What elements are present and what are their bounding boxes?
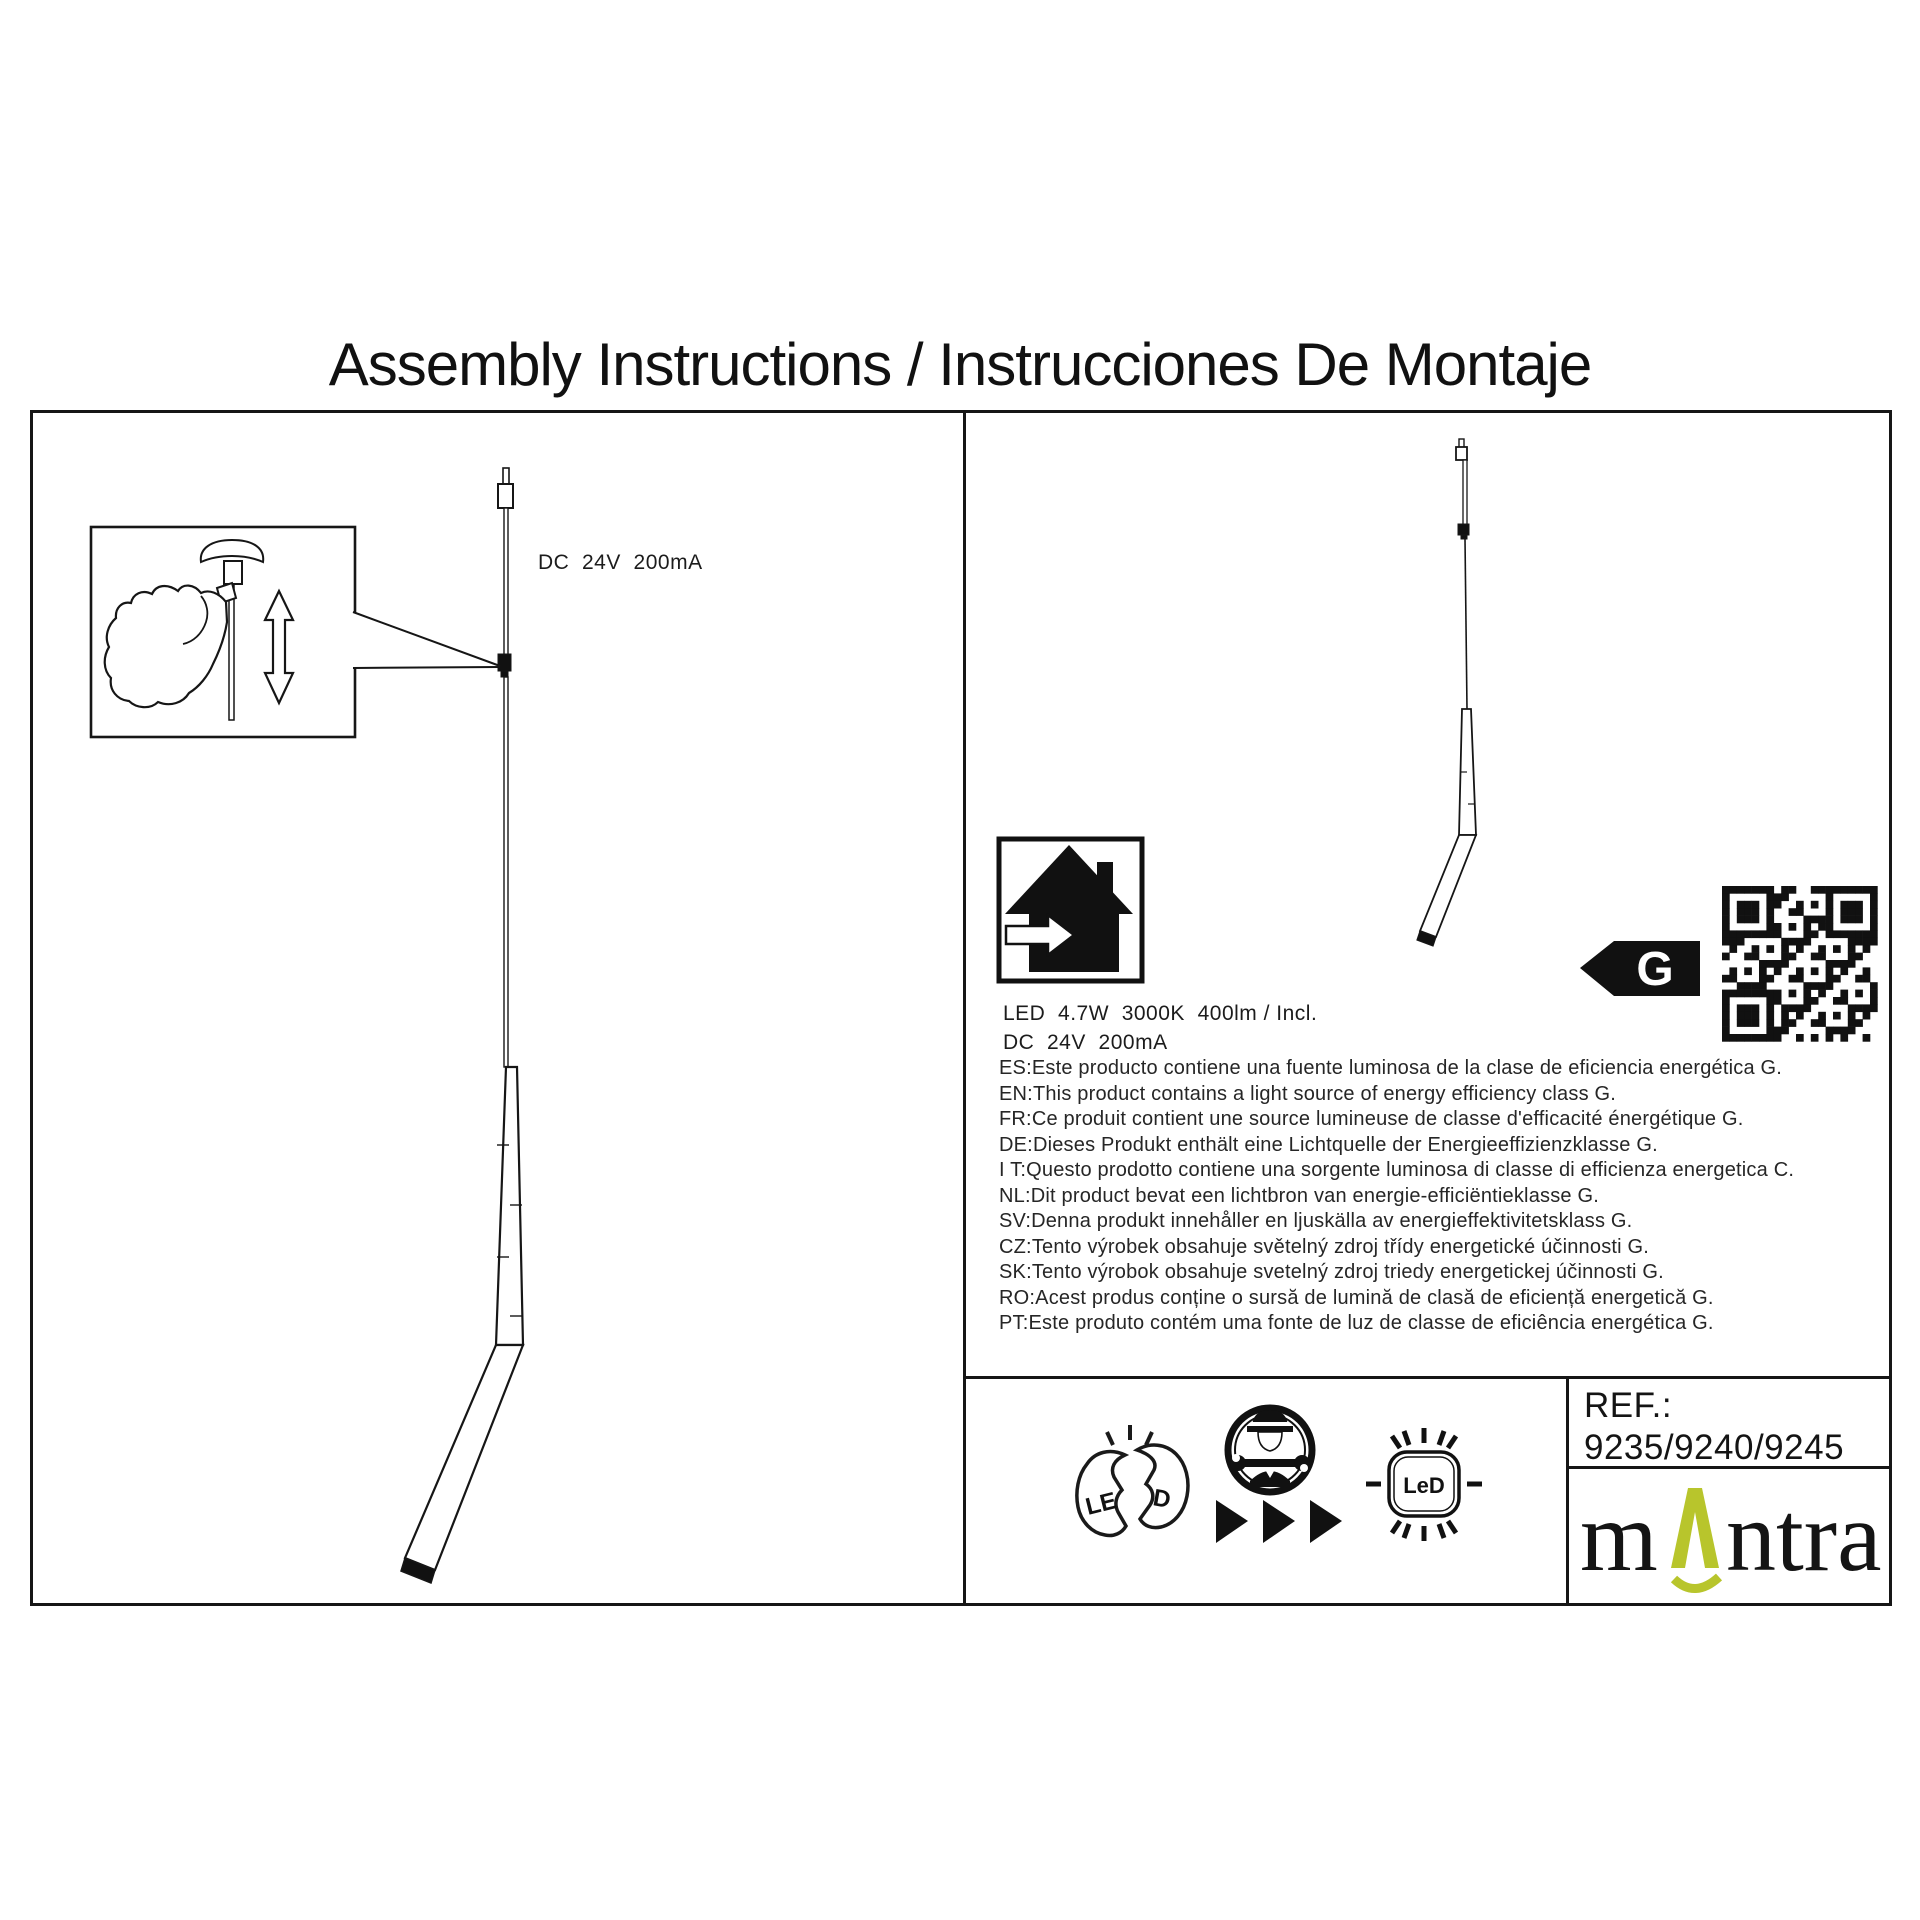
energy-class-letter: G: [1636, 943, 1674, 996]
left-lamp-diagram: [401, 468, 523, 1583]
efficiency-note-it: I T:Questo prodotto contiene una sorgente luminosa di classe di efficienza energetica C.: [999, 1159, 1795, 1181]
ref-numbers: 9235/9240/9245: [1584, 1428, 1845, 1467]
right-power-spec: DC 24V 200mA: [1003, 1031, 1168, 1054]
efficiency-note-es: ES:Este producto contiene una fuente luminosa de la clase de eficiencia energética G.: [999, 1057, 1783, 1079]
led-spec: LED 4.7W 3000K 400lm / Incl.: [1003, 1002, 1318, 1025]
led-light-icon: [1366, 1428, 1482, 1541]
indoor-use-icon: [999, 839, 1142, 981]
page-title: Assembly Instructions / Instrucciones De Montaje: [328, 331, 1592, 398]
efficiency-note-nl: NL:Dit product bevat een lichtbron van energie-efficiëntieklasse G.: [999, 1185, 1600, 1207]
broken-led-left-text: LE: [1082, 1487, 1120, 1521]
energy-class-arrow: [1580, 941, 1700, 996]
sequence-arrows-icon: [1216, 1500, 1342, 1543]
callout-pointer: [353, 612, 500, 668]
led-badge-text: LeD: [1403, 1473, 1445, 1498]
efficiency-note-pt: PT:Este produto contém uma fonte de luz de classe de eficiência energética G.: [999, 1312, 1714, 1334]
right-lamp-diagram: [1417, 439, 1476, 946]
broken-led-icon: [1077, 1425, 1188, 1536]
efficiency-note-sv: SV:Denna produkt innehåller en ljuskälla av energieffektivitetsklass G.: [999, 1210, 1633, 1232]
efficiency-note-fr: FR:Ce produit contient une source lumineuse de classe d'efficacité énergétique G.: [999, 1108, 1744, 1130]
brand-suffix-text: ntra: [1726, 1482, 1882, 1592]
efficiency-note-cz: CZ:Tento výrobek obsahuje světelný zdroj třídy energetické účinnosti G.: [999, 1236, 1650, 1258]
height-adjustment-inset: [91, 527, 500, 737]
efficiency-note-sk: SK:Tento výrobok obsahuje svetelný zdroj triedy energetickej účinnosti G.: [999, 1261, 1664, 1283]
inset-cable: [229, 584, 234, 720]
efficiency-note-ro: RO:Acest produs conține o sursă de lumină de clasă de eficiență energetică G.: [999, 1287, 1714, 1309]
brand-prefix-text: m: [1580, 1482, 1658, 1592]
ref-label: REF.:: [1584, 1386, 1673, 1425]
efficiency-note-de: DE:Dieses Produkt enthält eine Lichtquelle der Energieeffizienzklasse G.: [999, 1134, 1658, 1156]
qr-code: [1722, 886, 1878, 1042]
left-power-spec: DC 24V 200mA: [538, 551, 703, 574]
efficiency-note-en: EN:This product contains a light source of energy efficiency class G.: [999, 1083, 1617, 1105]
installer-icon: [1228, 1408, 1312, 1492]
broken-led-right-text: D: [1150, 1484, 1173, 1514]
